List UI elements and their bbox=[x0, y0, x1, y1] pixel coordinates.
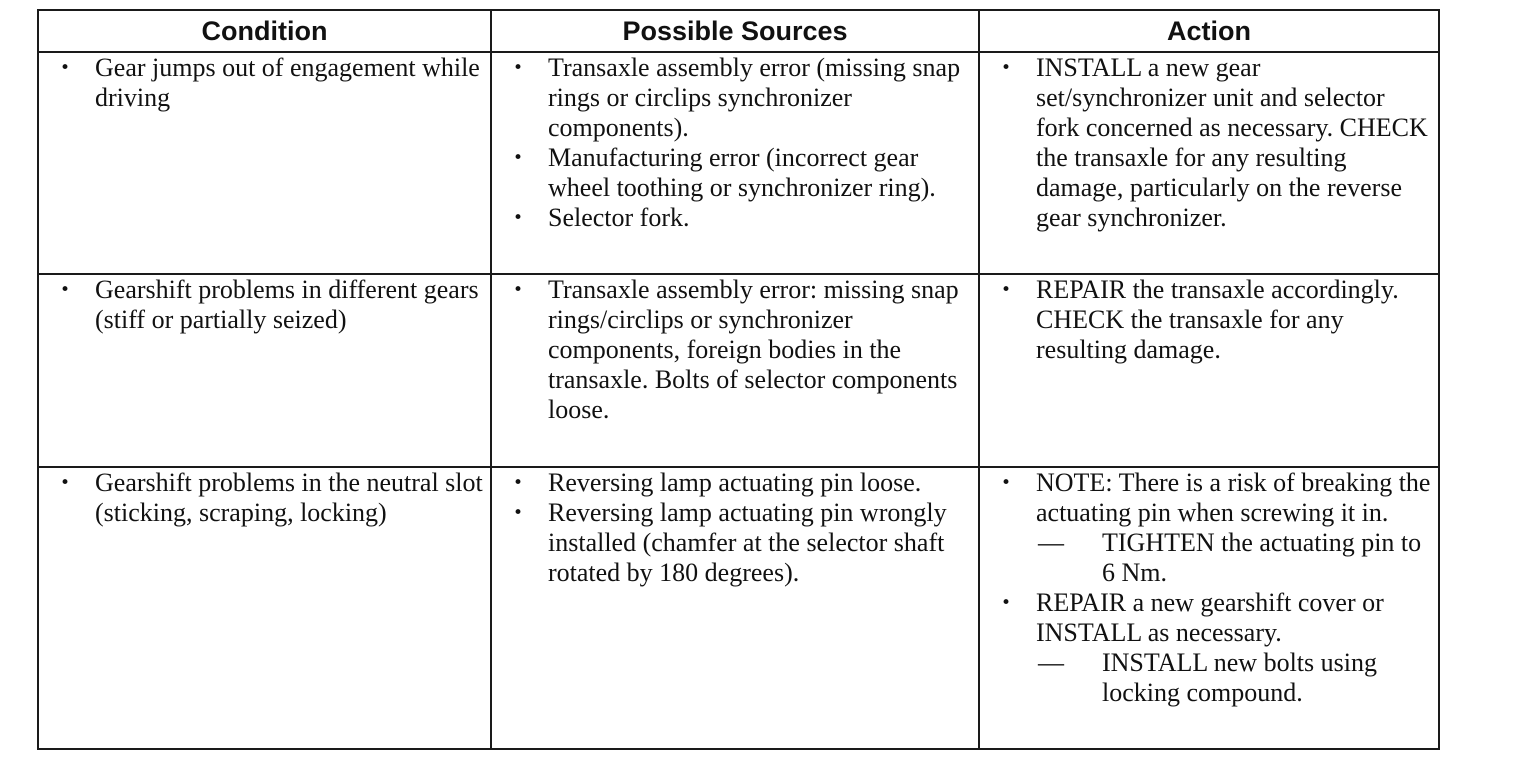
condition-text: Gear jumps out of engagement while driving bbox=[95, 53, 480, 112]
sub-step-text: TIGHTEN the actuating pin to 6 Nm. bbox=[1102, 528, 1422, 587]
action-cell bbox=[979, 467, 1439, 749]
bullet-icon: • bbox=[59, 473, 71, 493]
source-text: Manufacturing error (incorrect gear wheel toothing or synchronizer ring). bbox=[548, 143, 936, 202]
sources-cell bbox=[491, 274, 979, 467]
sub-step bbox=[1036, 648, 1432, 708]
sub-step bbox=[1036, 528, 1432, 588]
bullet-icon: • bbox=[512, 208, 524, 228]
diagnosis-table bbox=[37, 9, 1440, 750]
list-item bbox=[45, 468, 484, 528]
bullet-icon: • bbox=[512, 58, 524, 78]
bullet-icon: • bbox=[1000, 593, 1012, 613]
list-item bbox=[986, 588, 1432, 708]
source-text: Selector fork. bbox=[548, 203, 690, 232]
action-text: NOTE: There is a risk of breaking the actuating pin when screwing it in. bbox=[1036, 468, 1431, 527]
bullet-icon: • bbox=[1000, 280, 1012, 300]
list-item bbox=[45, 275, 484, 335]
sources-cell bbox=[491, 467, 979, 749]
list-item bbox=[498, 203, 972, 233]
list-item bbox=[498, 53, 972, 143]
header-action: Action bbox=[979, 10, 1439, 52]
condition-text: Gearshift problems in different gears (stiff or partially seized) bbox=[95, 275, 479, 334]
condition-cell bbox=[38, 467, 491, 749]
bullet-icon: • bbox=[512, 503, 524, 523]
header-condition: Condition bbox=[38, 10, 491, 52]
header-possible-sources: Possible Sources bbox=[491, 10, 979, 52]
source-text: Transaxle assembly error: missing snap rings/circlips or synchronizer components, foreign bodies in the transaxle. Bolts of selector components loose. bbox=[548, 275, 959, 424]
list-item bbox=[498, 498, 972, 588]
sources-cell bbox=[491, 52, 979, 274]
list-item bbox=[498, 275, 972, 425]
bullet-icon: • bbox=[512, 148, 524, 168]
table-row bbox=[38, 274, 1439, 467]
list-item bbox=[986, 53, 1432, 233]
table-row bbox=[38, 52, 1439, 274]
list-item bbox=[45, 53, 484, 113]
condition-text: Gearshift problems in the neutral slot (sticking, scraping, locking) bbox=[95, 468, 483, 527]
condition-cell bbox=[38, 52, 491, 274]
source-text: Reversing lamp actuating pin loose. bbox=[548, 468, 922, 497]
bullet-icon: • bbox=[1000, 473, 1012, 493]
bullet-icon: • bbox=[1000, 58, 1012, 78]
bullet-icon: • bbox=[59, 280, 71, 300]
source-text: Reversing lamp actuating pin wrongly installed (chamfer at the selector shaft rotated by 180 degrees). bbox=[548, 498, 947, 587]
action-cell bbox=[979, 52, 1439, 274]
action-text: INSTALL a new gear set/synchronizer unit and selector fork concerned as necessary. CHECK the transaxle for any resulting damage, particularly on the reverse gear synchronizer. bbox=[1036, 53, 1428, 232]
action-text: REPAIR a new gearshift cover or INSTALL as necessary. bbox=[1036, 588, 1384, 647]
list-item bbox=[498, 468, 972, 498]
list-item bbox=[986, 275, 1432, 365]
action-text: REPAIR the transaxle accordingly. CHECK the transaxle for any resulting damage. bbox=[1036, 275, 1399, 364]
dash-icon: — bbox=[1038, 648, 1064, 677]
list-item bbox=[498, 143, 972, 203]
bullet-icon: • bbox=[512, 473, 524, 493]
sub-step-text: INSTALL new bolts using locking compound. bbox=[1102, 648, 1377, 707]
table-row bbox=[38, 467, 1439, 749]
action-cell bbox=[979, 274, 1439, 467]
bullet-icon: • bbox=[59, 58, 71, 78]
dash-icon: — bbox=[1038, 528, 1064, 557]
list-item bbox=[986, 468, 1432, 588]
bullet-icon: • bbox=[512, 280, 524, 300]
header-row bbox=[38, 10, 1439, 52]
source-text: Transaxle assembly error (missing snap rings or circlips synchronizer components). bbox=[548, 53, 961, 142]
condition-cell bbox=[38, 274, 491, 467]
